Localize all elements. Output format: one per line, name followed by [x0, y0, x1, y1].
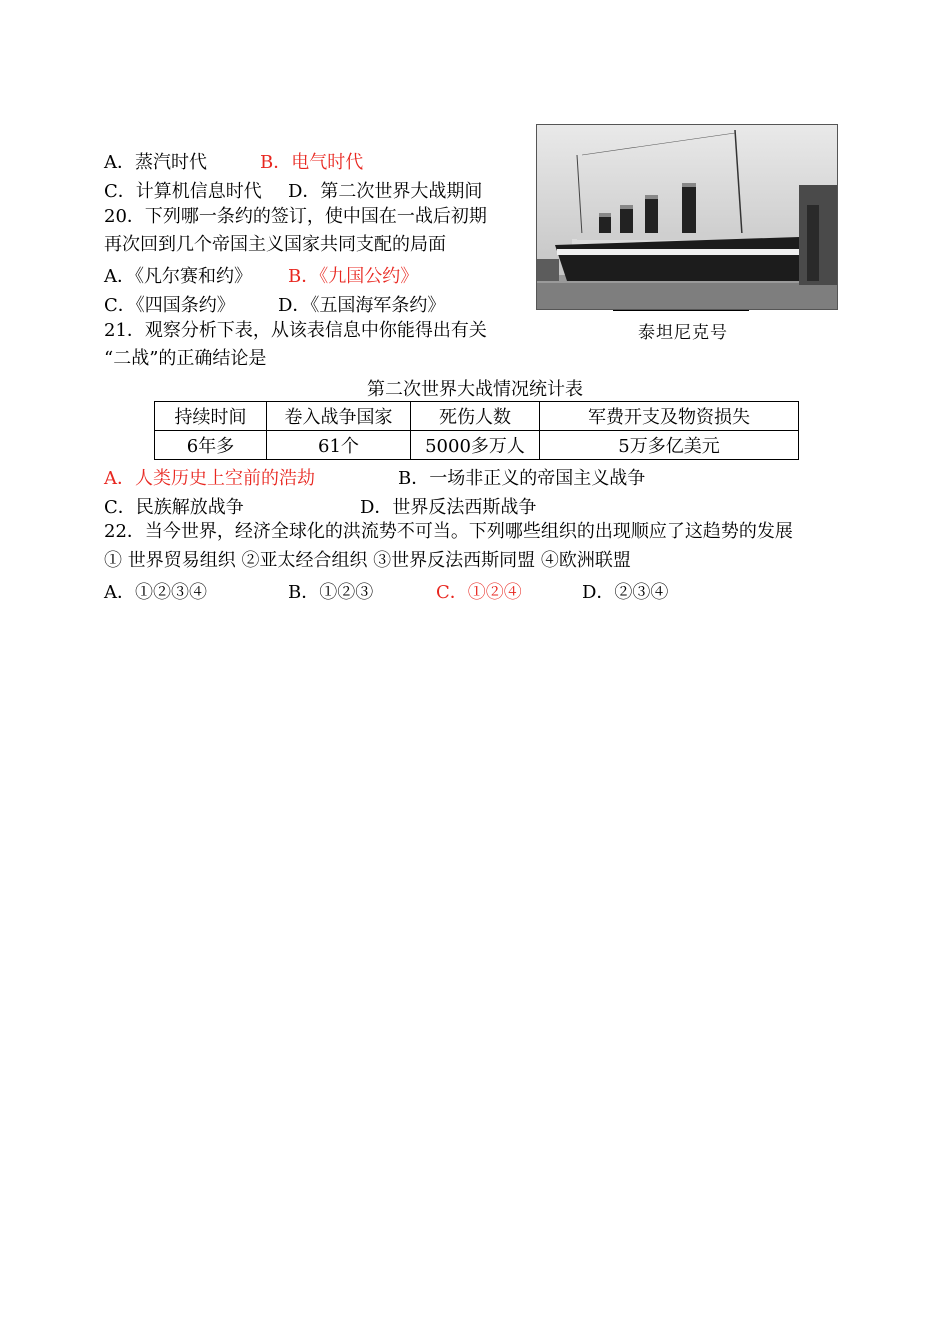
- q19-option-d: D．第二次世界大战期间: [288, 181, 483, 202]
- q20-stem-line2: 再次回到几个帝国主义国家共同支配的局面: [104, 234, 446, 255]
- table-title: 第二次世界大战情况统计表: [367, 379, 583, 400]
- q22-option-d: D．②③④: [582, 582, 669, 603]
- table-cell: 5000多万人: [411, 431, 540, 460]
- caption-rule: [613, 310, 749, 311]
- titanic-photo: [536, 124, 838, 310]
- table-header-cell: 军费开支及物资损失: [540, 402, 799, 431]
- q21-stem-line1: 21．观察分析下表，从该表信息中你能得出有关: [104, 320, 487, 341]
- table-row: [155, 431, 799, 460]
- q21-option-c: C．民族解放战争: [104, 497, 244, 518]
- q20-stem-line1: 20．下列哪一条约的签订，使中国在一战后初期: [104, 206, 487, 227]
- table-cell: 61个: [267, 431, 411, 460]
- q19-option-b-answer: B．电气时代: [260, 152, 364, 173]
- table-header-cell: 持续时间: [155, 402, 267, 431]
- q19-option-c: C．计算机信息时代: [104, 181, 262, 202]
- q22-option-b: B．①②③: [288, 582, 374, 603]
- q20-option-c: C．《四国条约》: [104, 295, 235, 316]
- table-header-cell: 卷入战争国家: [267, 402, 411, 431]
- q21-option-d: D．世界反法西斯战争: [360, 497, 537, 518]
- q20-option-d: D．《五国海军条约》: [278, 295, 446, 316]
- q22-items: ① 世界贸易组织 ②亚太经合组织 ③世界反法西斯同盟 ④欧洲联盟: [104, 550, 631, 571]
- q22-option-a: A．①②③④: [104, 582, 207, 603]
- q19-option-a: A．蒸汽时代: [104, 152, 207, 173]
- q22-stem: 22．当今世界，经济全球化的洪流势不可当。下列哪些组织的出现顺应了这趋势的发展: [104, 521, 793, 542]
- q22-option-c-answer: C．①②④: [436, 582, 522, 603]
- q21-stem-line2: “二战”的正确结论是: [104, 348, 267, 369]
- table-header-cell: 死伤人数: [411, 402, 540, 431]
- photo-caption: 泰坦尼克号: [638, 323, 728, 343]
- q20-option-a: A．《凡尔赛和约》: [104, 266, 252, 287]
- q21-option-a-answer: A．人类历史上空前的浩劫: [104, 468, 315, 489]
- table-cell: 5万多亿美元: [540, 431, 799, 460]
- ww2-statistics-table: [154, 401, 799, 460]
- q20-option-b-answer: B．《九国公约》: [288, 266, 419, 287]
- table-header-row: [155, 402, 799, 431]
- q21-option-b: B．一场非正义的帝国主义战争: [398, 468, 646, 489]
- table-cell: 6年多: [155, 431, 267, 460]
